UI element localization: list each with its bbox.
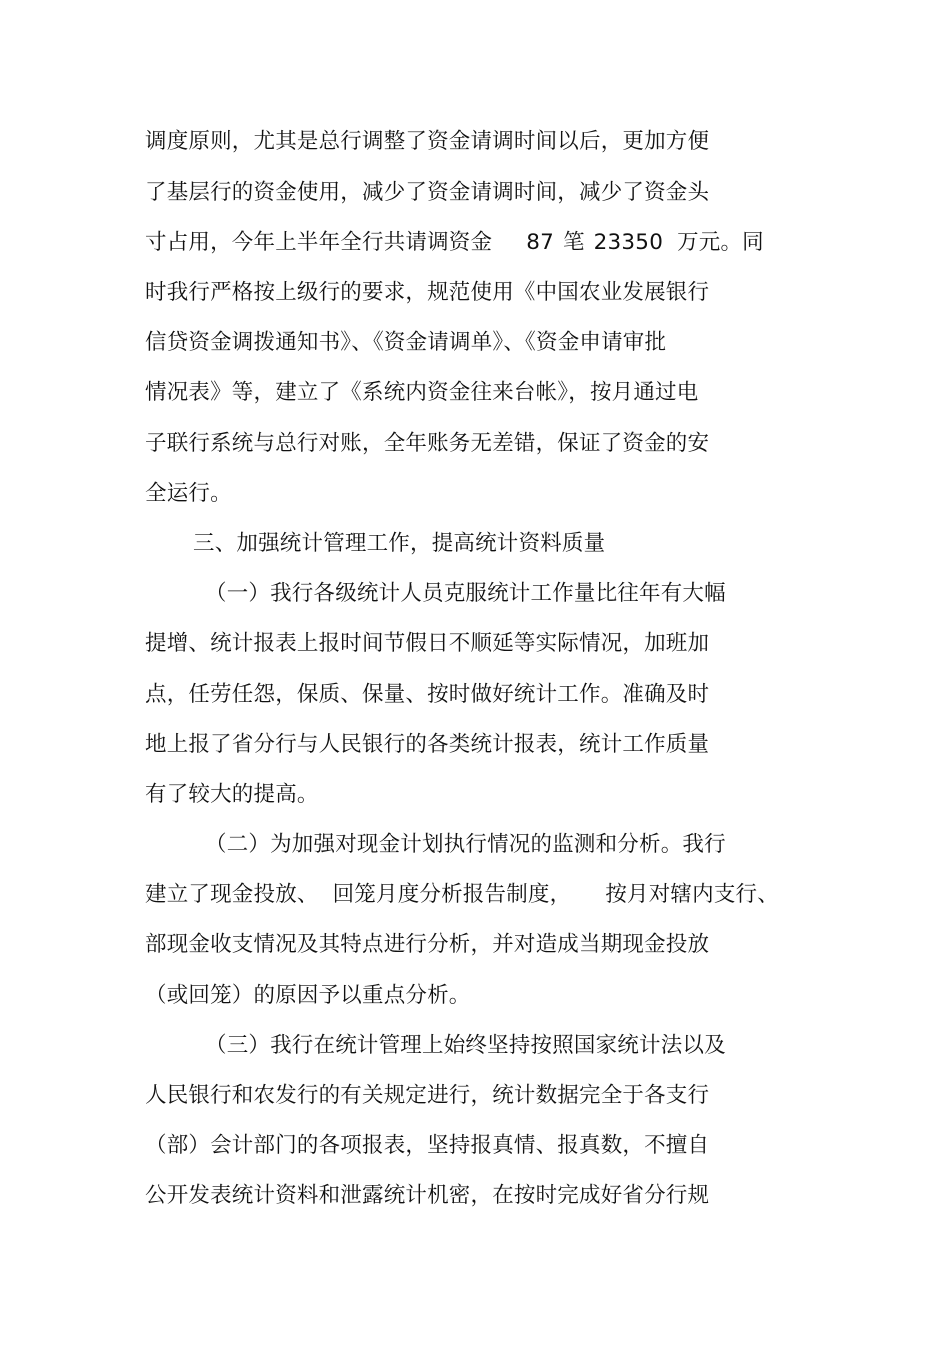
paragraph-start: （一）我行各级统计人员克服统计工作量比往年有大幅 [205,581,726,606]
text-line: 部现金收支情况及其特点进行分析，并对造成当期现金投放 [145,932,710,957]
text-line: 调度原则，尤其是总行调整了资金请调时间以后，更加方便 [145,129,710,154]
text-segment: 寸占用，今年上半年全行共请调资金 [145,230,493,255]
text-line: 地上报了省分行与人民银行的各类统计报表，统计工作质量 [145,732,710,757]
text-line: （部）会计部门的各项报表，坚持报真情、报真数，不擅自 [145,1133,710,1158]
text-line: 有了较大的提高。 [145,782,319,807]
text-segment: 建立了现金投放、 [145,882,319,907]
section-heading: 三、加强统计管理工作，提高统计资料质量 [193,531,606,556]
text-line: 了基层行的资金使用，减少了资金请调时间，减少了资金头 [145,180,710,205]
text-line: 全运行。 [145,481,232,506]
text-segment: 万元。同 [677,230,764,255]
amount-value: 23350 [593,230,664,255]
paragraph-start: （二）为加强对现金计划执行情况的监测和分析。我行 [205,832,726,857]
text-line: 时我行严格按上级行的要求，规范使用《中国农业发展银行 [145,280,710,305]
text-segment: 按月对辖内支行、 [605,882,779,907]
text-line-with-figures [145,230,764,256]
count-value: 87 [526,230,554,255]
text-line: 公开发表统计资料和泄露统计机密，在按时完成好省分行规 [145,1183,710,1208]
paragraph-start: （三）我行在统计管理上始终坚持按照国家统计法以及 [205,1033,726,1058]
text-line: （或回笼）的原因予以重点分析。 [145,983,471,1008]
text-segment: 回笼月度分析报告制度， [332,882,572,907]
text-line: 情况表》等，建立了《系统内资金往来台帐》，按月通过电 [145,380,699,405]
text-line: 提增、统计报表上报时间节假日不顺延等实际情况，加班加 [145,631,710,656]
text-line: 信贷资金调拨通知书》、《资金请调单》、《资金申请审批 [145,330,667,355]
text-line-split [145,882,779,908]
text-line: 点，任劳任怨，保质、保量、按时做好统计工作。准确及时 [145,682,710,707]
unit-text: 笔 [562,230,585,255]
text-line: 子联行系统与总行对账，全年账务无差错，保证了资金的安 [145,431,710,456]
text-line: 人民银行和农发行的有关规定进行，统计数据完全于各支行 [145,1083,710,1108]
